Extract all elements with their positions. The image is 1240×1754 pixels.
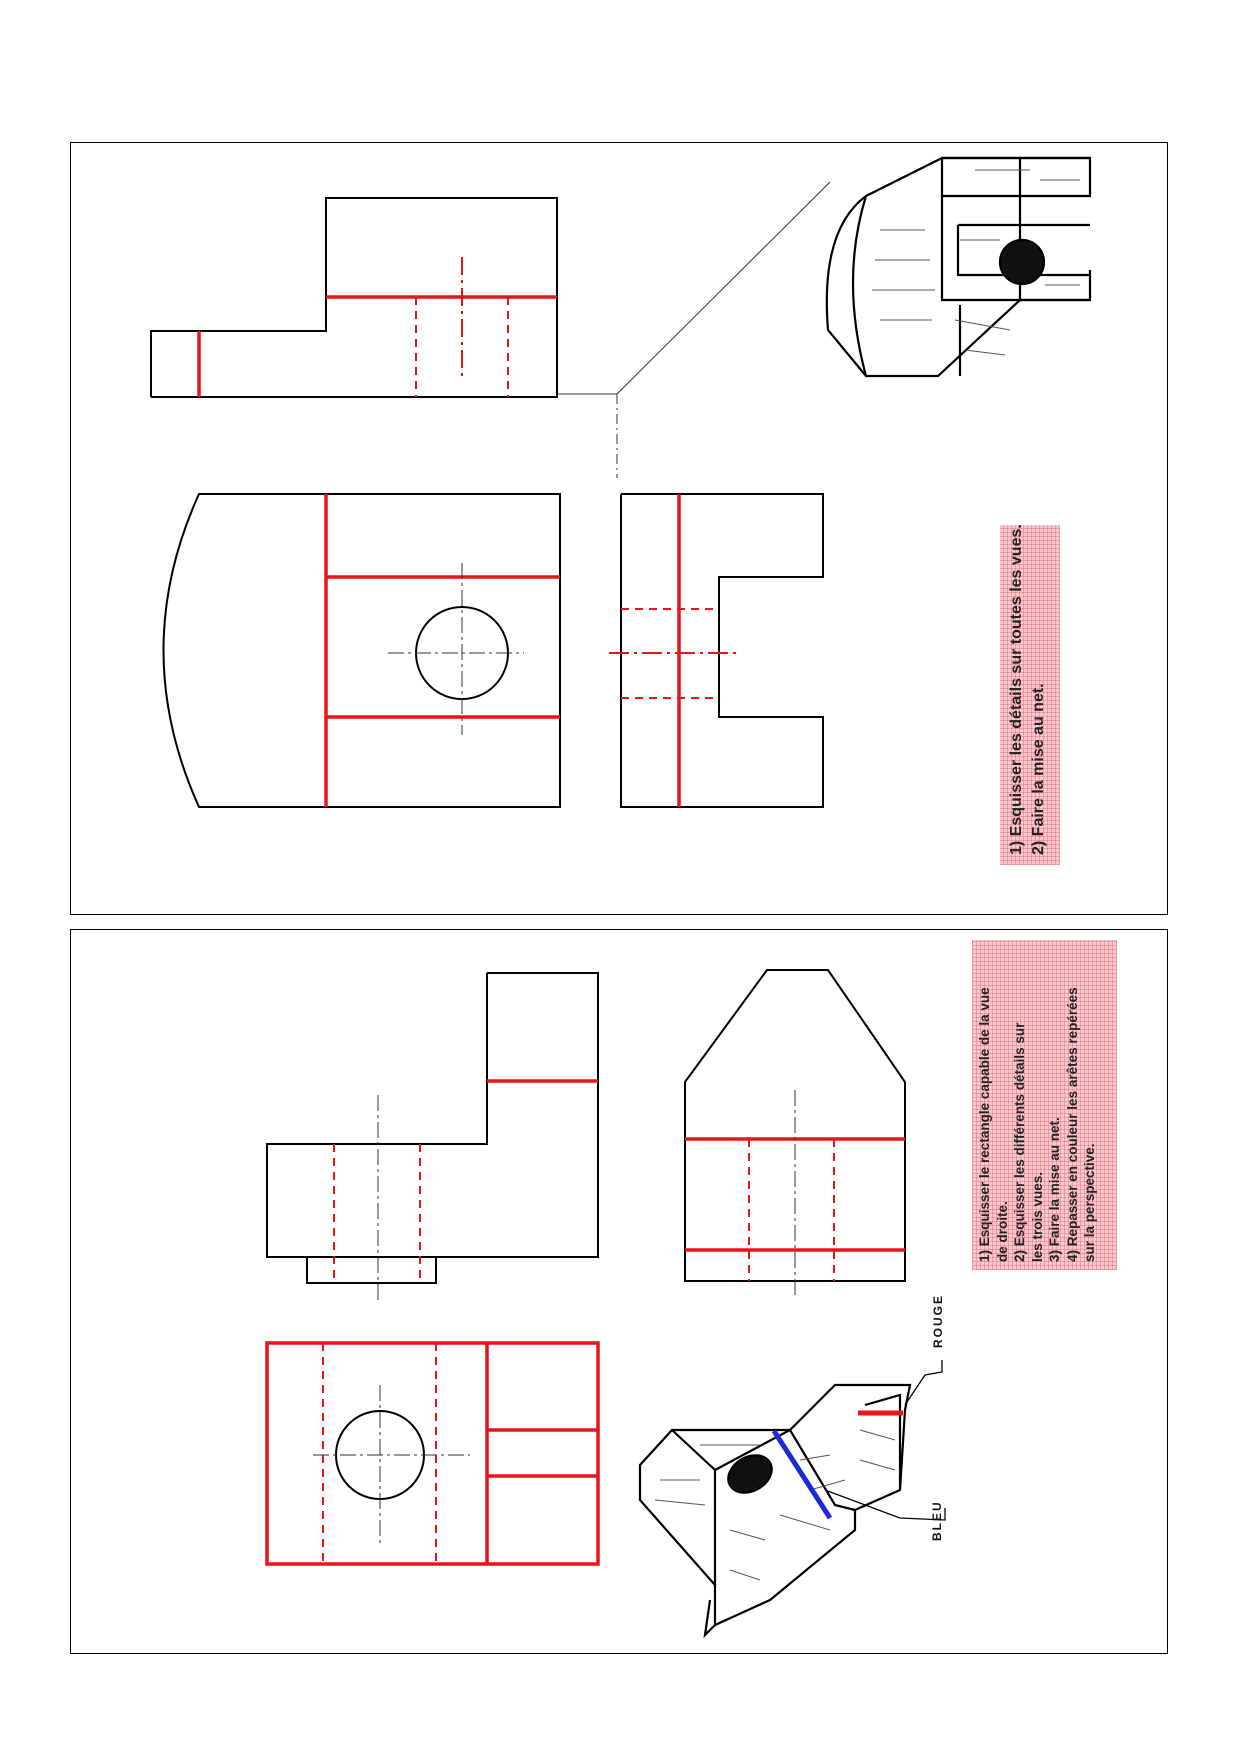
front-view-top-panel-axes — [388, 563, 524, 735]
instructions-note-top — [1000, 525, 1060, 865]
instruction-line: 3) Faire la mise au net. — [1047, 1117, 1062, 1262]
stepped-view — [267, 973, 598, 1283]
instructions-note-bottom — [972, 940, 1117, 1270]
perspective-hatching-top — [872, 170, 1080, 355]
instruction-line: 4) Repasser en couleur les arêtes repérées — [1064, 987, 1080, 1262]
pentagon-view-hidden-lines — [749, 1139, 834, 1281]
top-view-upper-left-sketch — [199, 297, 557, 397]
perspective-drawing-bottom — [640, 1385, 910, 1635]
front-view-top-panel — [164, 494, 561, 807]
instruction-line: 2) Faire la mise au net. — [1030, 683, 1047, 855]
stepped-view-hidden-lines — [334, 1144, 420, 1283]
instruction-line: les trois vues. — [1029, 1171, 1045, 1262]
projection-construction-lines — [557, 182, 830, 478]
instruction-line: sur la perspective. — [1082, 1143, 1097, 1262]
left-view-red-rectangle — [267, 1343, 598, 1564]
perspective-drawing-top — [827, 158, 1090, 376]
front-view-top-panel-sketch — [326, 494, 560, 807]
label-bleu: BLEU — [930, 1500, 944, 1541]
label-rouge: ROUGE — [931, 1293, 945, 1348]
side-view-u-shape — [621, 494, 823, 807]
instruction-line: 1) Esquisser le rectangle capable de la vue — [977, 987, 992, 1262]
instruction-line: 2) Esquisser les différents détails sur — [1012, 1022, 1027, 1262]
blue-marked-edge — [774, 1431, 830, 1518]
instruction-line: 1) Esquisser les détails sur toutes les vues. — [1008, 524, 1025, 855]
instruction-line: de droite. — [994, 1201, 1010, 1262]
